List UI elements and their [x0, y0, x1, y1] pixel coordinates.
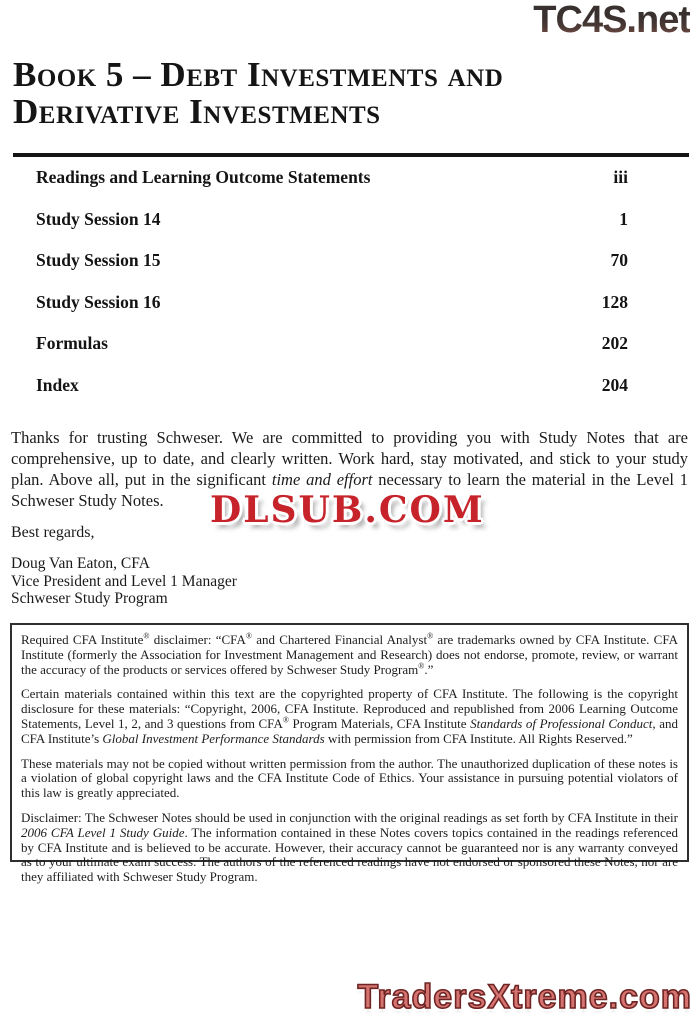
signature-org: Schweser Study Program: [11, 590, 168, 607]
toc-row-study-session-14: [36, 208, 628, 232]
toc-page-number: 204: [601, 374, 628, 395]
toc-label: Study Session 14: [36, 208, 161, 229]
toc-page-number: 70: [610, 250, 628, 270]
tradersxtreme-watermark: TradersXtreme.com: [357, 978, 692, 1016]
toc-label: Study Session 16: [36, 291, 161, 312]
toc-page-number: 202: [601, 333, 628, 353]
intro-paragraph: Thanks for trusting Schweser. We are committed to providing you with Study Notes that are comprehensive, up to date, and clearly written. Work hard, stay motivated, and stick to your study plan. Above all, put in the significant time and effort necessary to learn the material in the Level 1 Schweser Study Notes.: [11, 428, 688, 510]
disclaimer-paragraph-copyright: Certain materials contained within this text are the copyrighted property of CFA Institute. The following is the copyright disclosure for these materials: “Copyright, 2006, CFA Institute. Reproduced and republished from 2006 Learning Outcome Statements, Level 1, 2, and 3 questions from CFA® Program Materials, CFA Institute Standards of Professional Conduct, and CFA Institute’s Global Investment Performance Standards with permission from CFA Institute. All Rights Reserved.”: [21, 686, 678, 746]
disclaimer-paragraph-duplication: These materials may not be copied without written permission from the author. The unauthorized duplication of these notes is a violation of global copyright laws and the CFA Institute Code of Ethics. Your assistance in pursuing potential violators of this law is greatly appreciated.: [21, 755, 678, 801]
disclaimer-paragraph-accuracy: Disclaimer: The Schweser Notes should be used in conjunction with the original readings as set forth by CFA Institute in their 2006 CFA Level 1 Study Guide. The information contained in these Notes covers topics contained in the readings referenced by CFA Institute and is believed to be accurate. However, their accuracy cannot be guaranteed nor is any warranty conveyed as to your ultimate exam success. The authors of the referenced readings have not endorsed or sponsored these Notes, nor are they affiliated with Schweser Study Program.: [21, 809, 678, 885]
signature-block: [11, 555, 698, 608]
signature-name: Doug Van Eaton, CFA: [11, 555, 150, 572]
signature-role: Vice President and Level 1 Manager: [11, 572, 237, 590]
best-regards-line: Best regards,: [11, 524, 95, 541]
disclaimer-paragraph-trademarks: Required CFA Institute® disclaimer: “CFA® and Chartered Financial Analyst® are trademarks owned by CFA Institute. CFA Institute (formerly the Association for Investment Management and Research) does not endorse, promote, review, or warrant the accuracy of the products or services offered by Schweser Study Program®.”: [21, 631, 678, 677]
toc-row-readings: [36, 166, 628, 190]
toc-label: Index: [36, 374, 79, 395]
toc-row-study-session-16: [36, 291, 628, 315]
toc-row-index: [36, 374, 628, 398]
toc-label: Formulas: [36, 333, 108, 353]
toc-row-formulas: [36, 332, 628, 356]
toc-label: Study Session 15: [36, 250, 161, 270]
tc4s-watermark: TC4S.net: [533, 0, 690, 41]
toc-label: Readings and Learning Outcome Statements: [36, 167, 371, 187]
table-of-contents: [0, 157, 698, 397]
toc-page-number: 128: [601, 291, 628, 312]
toc-page-number: iii: [613, 167, 628, 187]
dlsub-watermark: DLSUB.COM: [210, 489, 485, 531]
disclaimer-box: [10, 623, 689, 885]
page-title: Book 5 – Debt Investments and Derivative Investments: [13, 55, 504, 131]
toc-page-number: 1: [619, 208, 628, 229]
toc-row-study-session-15: [36, 249, 628, 273]
